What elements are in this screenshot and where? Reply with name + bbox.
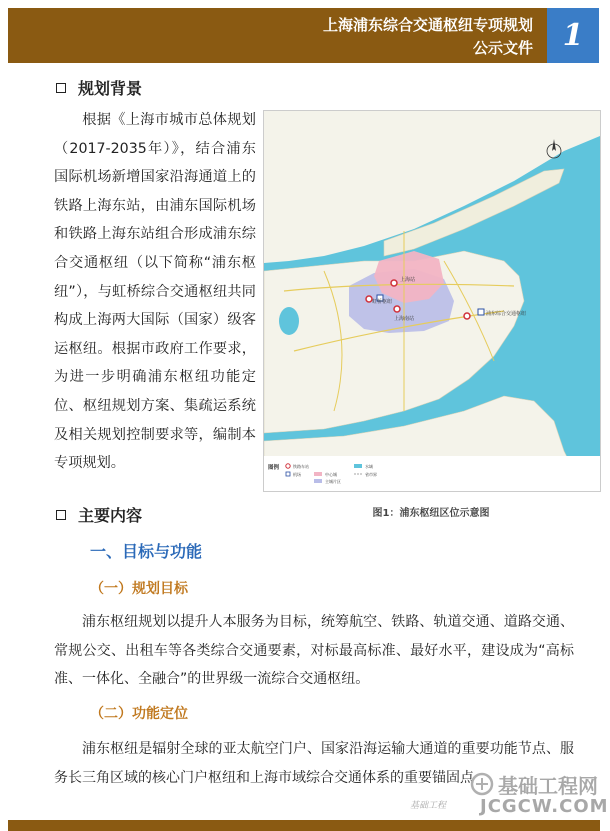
section-heading-background-text: 规划背景 [78, 79, 143, 98]
checkbox-bullet-icon [56, 83, 66, 93]
subheading-function: （二）功能定位 [90, 706, 188, 722]
location-map [263, 110, 601, 492]
section-heading-main [56, 503, 142, 526]
legend-item-central: 中心城 [325, 472, 337, 477]
document-subtitle: 公示文件 [472, 39, 533, 57]
background-paragraph [54, 106, 256, 478]
legend-item-airport: 机场 [293, 472, 301, 477]
legend-title: 图例 [268, 465, 280, 471]
document-title: 上海浦东综合交通枢纽专项规划 [322, 16, 533, 34]
station-marker-pudong [464, 313, 470, 319]
station-marker-shanghai [391, 280, 397, 286]
map-lake [279, 307, 299, 335]
section-heading-main-text: 主要内容 [78, 506, 143, 525]
map-label-hongqiao: 虹桥枢纽 [372, 299, 393, 305]
airport-marker-pudong [478, 309, 484, 315]
legend-swatch-water [354, 464, 362, 468]
chapter-heading: 一、目标与功能 [90, 542, 203, 561]
page-number-badge: 1 [547, 8, 599, 63]
background-paragraph-text: 根据《上海市城市总体规划（2017-2035年）》，结合浦东国际机场新增国家沿海通道上的铁路上海东站，由浦东国际机场和铁路上海东站组合形成浦东综合交通枢纽（以下简称“浦东枢纽”），与虹桥综合交通枢纽共同构成上海两大国际（国家）级客运枢纽。根据市政府工作要求，为进一步明确浦东枢纽功能定位、枢纽规划方案、集疏运系统及相关规划控制要求等，编制本专项规划。 [54, 112, 256, 472]
figure-caption: 图1：浦东枢纽区位示意图 [372, 508, 490, 519]
map-svg [264, 111, 600, 491]
checkbox-bullet-icon [56, 510, 66, 520]
function-paragraph: 浦东枢纽是辐射全球的亚太航空门户、国家沿海运输大通道的重要功能节点、服务长三角区域的核心门户枢纽和上海市域综合交通体系的重要锚固点 [54, 741, 574, 786]
watermark-text-en: JCGCW.COM [480, 796, 609, 817]
legend-swatch-main [314, 479, 322, 483]
footer-bar [8, 820, 600, 831]
watermark-logo [410, 768, 609, 820]
watermark-text-cn: 基础工程网 [498, 774, 598, 798]
map-label-shanghai-south: 上海南站 [394, 316, 415, 322]
goal-paragraph: 浦东枢纽规划以提升人本服务为目标，统筹航空、铁路、轨道交通、道路交通、常规公交、出租车等各类综合交通要素，对标最高标准、最好水平，建设成为“高标准、一体化、全融合”的世界级一流综合交通枢纽。 [54, 614, 574, 687]
watermark-text-small: 基础工程 [410, 801, 447, 811]
legend-item-station: 铁路车站 [293, 464, 309, 469]
subheading-goal: （一）规划目标 [90, 581, 188, 597]
legend-swatch-airport [286, 472, 290, 476]
legend-item-boundary: 省市界 [365, 472, 377, 477]
legend-swatch-central [314, 472, 322, 476]
legend-item-water: 水域 [365, 464, 373, 469]
header-bar [8, 8, 547, 63]
map-label-pudong-hub: 浦东综合交通枢纽 [486, 311, 527, 317]
legend-swatch-station [286, 464, 290, 468]
station-marker-south [394, 306, 400, 312]
legend-item-main: 主城片区 [325, 479, 341, 484]
map-label-shanghai-station: 上海站 [400, 277, 416, 283]
section-heading-background [56, 76, 142, 99]
